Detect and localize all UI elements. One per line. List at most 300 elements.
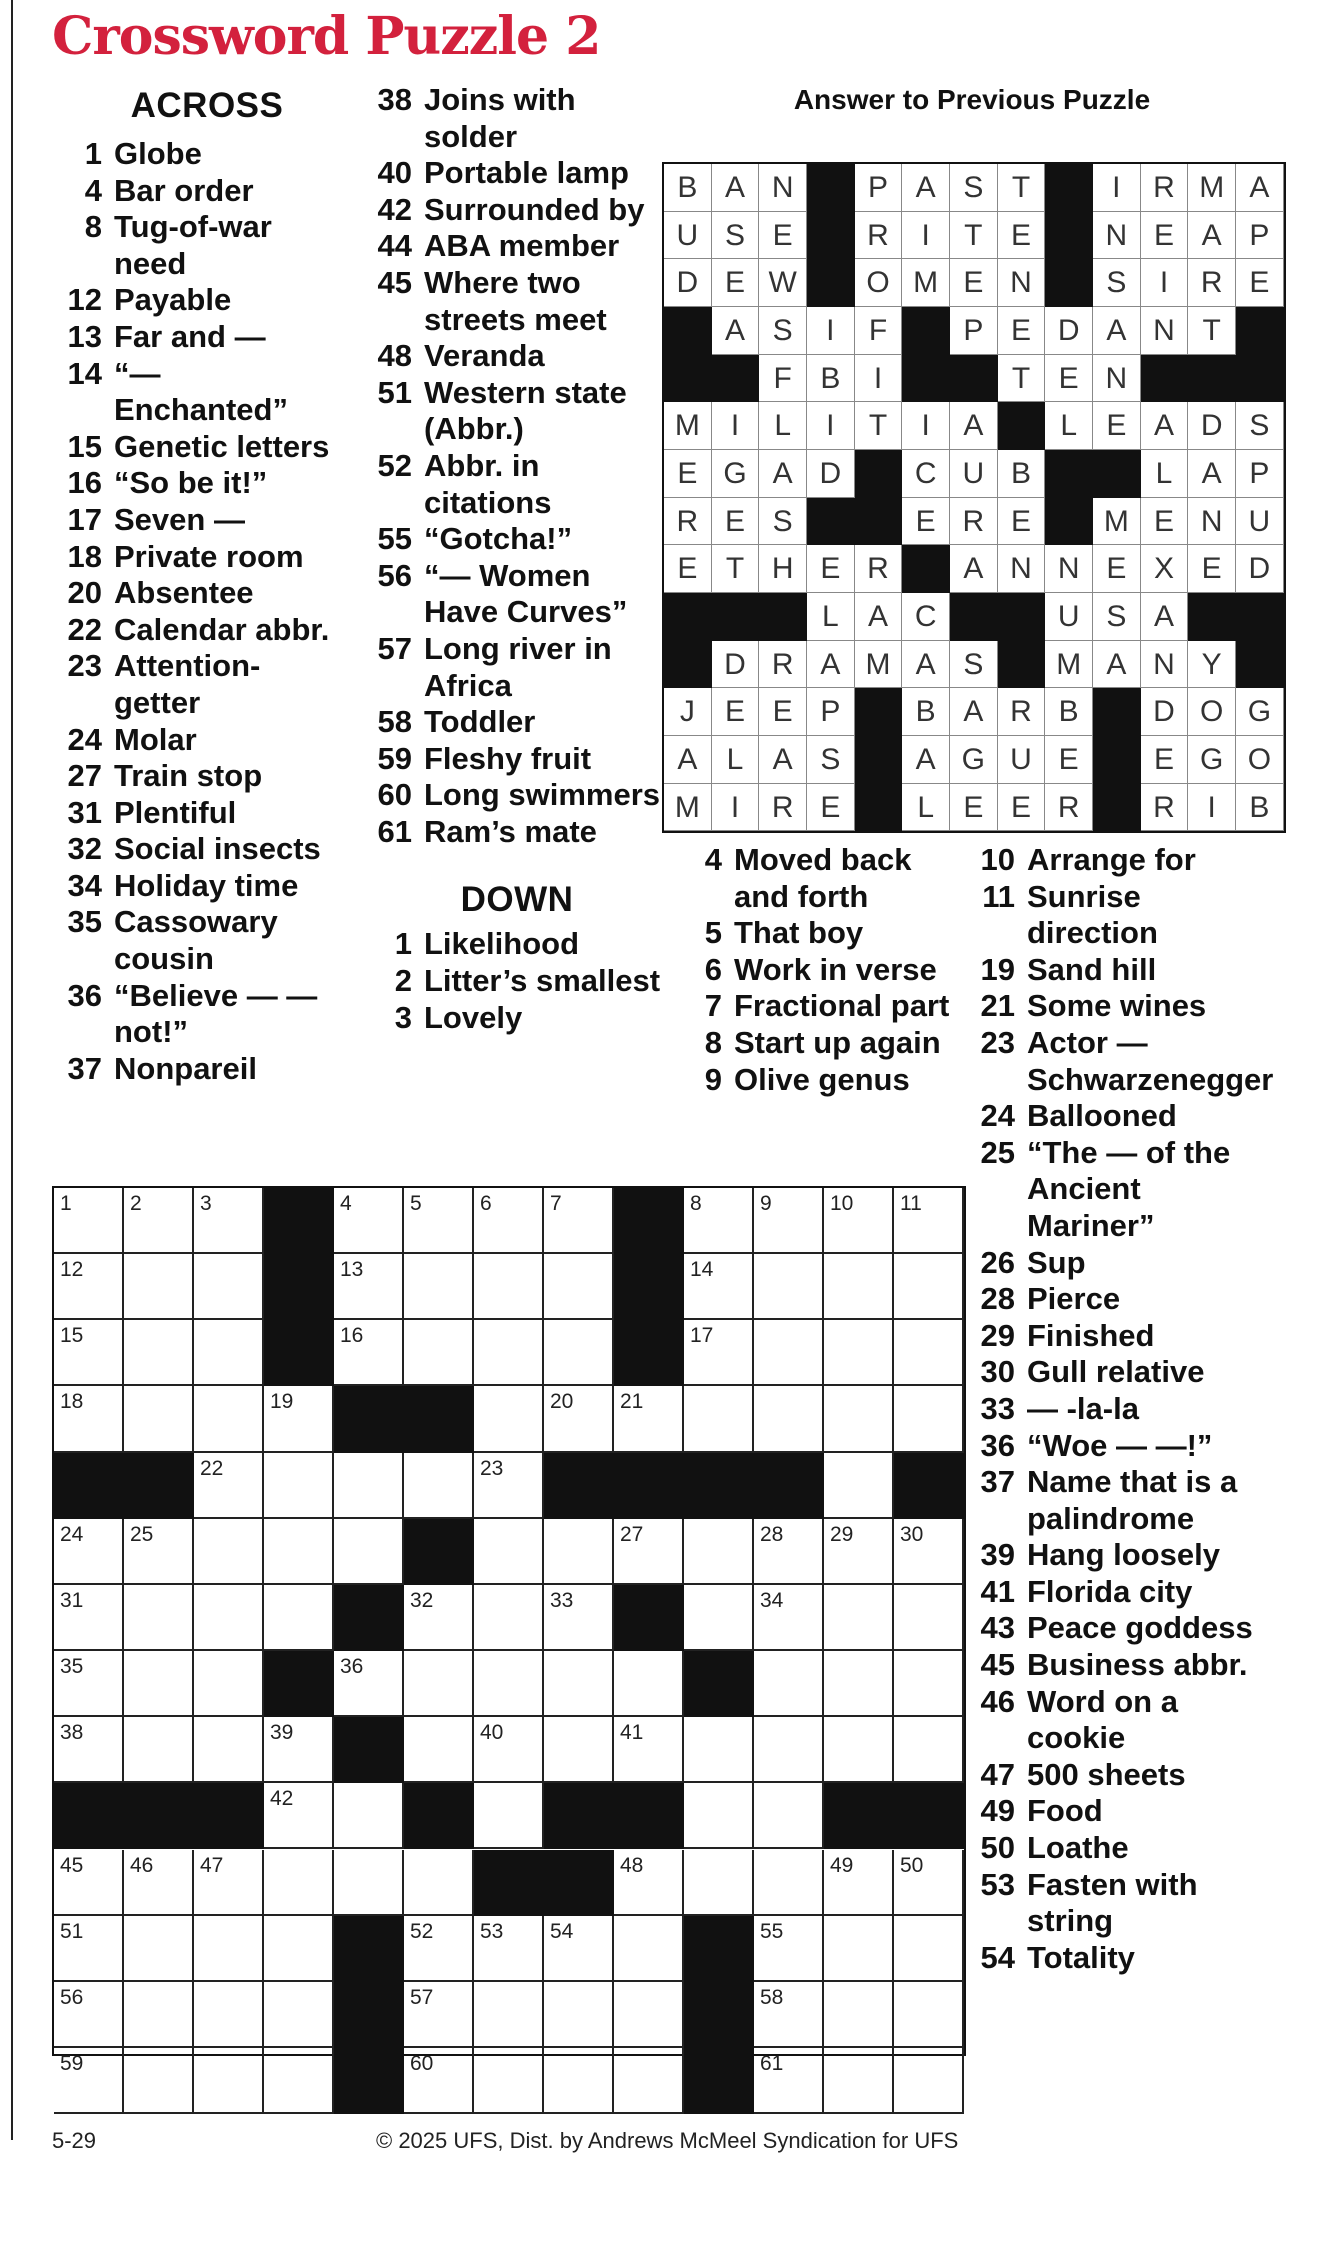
- grid-cell[interactable]: [334, 1320, 404, 1386]
- grid-cell[interactable]: [124, 1254, 194, 1320]
- answer-letter: O: [1188, 688, 1236, 736]
- grid-cell[interactable]: [544, 1519, 614, 1585]
- grid-cell[interactable]: [824, 1188, 894, 1254]
- answer-letter: X: [1141, 545, 1189, 593]
- answer-letter: U: [664, 212, 712, 260]
- cell-number: 32: [410, 1588, 434, 1612]
- grid-cell[interactable]: [894, 1651, 964, 1717]
- across-clue-list: [52, 136, 342, 1087]
- grid-cell[interactable]: [54, 1717, 124, 1783]
- grid-cell[interactable]: [684, 1188, 754, 1254]
- grid-cell[interactable]: [404, 1850, 474, 1916]
- answer-letter: N: [1093, 355, 1141, 403]
- grid-cell[interactable]: [264, 2048, 334, 2114]
- clue-number: 55: [377, 521, 412, 557]
- answer-letter: R: [664, 498, 712, 546]
- grid-cell[interactable]: [894, 1254, 964, 1320]
- clue-number: 41: [980, 1573, 1015, 1609]
- grid-cell[interactable]: [824, 1320, 894, 1386]
- clue-number: 51: [377, 374, 412, 410]
- answer-letter: E: [998, 498, 1046, 546]
- grid-cell[interactable]: [754, 2048, 824, 2114]
- answer-black-square: [1045, 164, 1093, 212]
- grid-cell[interactable]: [124, 1651, 194, 1717]
- grid-cell[interactable]: [544, 1651, 614, 1717]
- grid-cell[interactable]: [124, 1188, 194, 1254]
- answer-letter: I: [712, 402, 760, 450]
- grid-cell[interactable]: [684, 1850, 754, 1916]
- answer-letter: R: [1188, 259, 1236, 307]
- grid-black-square: [614, 1188, 684, 1254]
- grid-cell[interactable]: [124, 1916, 194, 1982]
- grid-cell[interactable]: [54, 2048, 124, 2114]
- cell-number: 53: [480, 1919, 504, 1943]
- grid-cell[interactable]: [404, 1320, 474, 1386]
- answer-letter: E: [807, 545, 855, 593]
- grid-cell[interactable]: [124, 1386, 194, 1452]
- grid-cell[interactable]: [614, 1982, 684, 2048]
- clue-text: Olive genus: [734, 1061, 910, 1097]
- grid-cell[interactable]: [544, 1254, 614, 1320]
- grid-cell[interactable]: [194, 1320, 264, 1386]
- cell-number: 25: [130, 1522, 154, 1546]
- answer-black-square: [1236, 355, 1284, 403]
- grid-black-square: [684, 2048, 754, 2114]
- answer-black-square: [998, 402, 1046, 450]
- answer-letter: A: [902, 164, 950, 212]
- grid-cell[interactable]: [894, 1850, 964, 1916]
- clue-item: [362, 155, 662, 192]
- grid-cell[interactable]: [404, 1651, 474, 1717]
- answer-letter: R: [855, 545, 903, 593]
- grid-cell[interactable]: [194, 1519, 264, 1585]
- answer-letter: E: [759, 212, 807, 260]
- clue-text: Lovely: [424, 999, 523, 1035]
- cell-number: 58: [760, 1985, 784, 2009]
- grid-cell[interactable]: [754, 1651, 824, 1717]
- grid-cell[interactable]: [754, 1717, 824, 1783]
- grid-cell[interactable]: [264, 1386, 334, 1452]
- grid-black-square: [684, 1453, 754, 1519]
- answer-letter: W: [759, 259, 807, 307]
- cell-number: 15: [60, 1324, 84, 1348]
- grid-black-square: [824, 1783, 894, 1849]
- grid-cell[interactable]: [54, 1320, 124, 1386]
- grid-cell[interactable]: [54, 1254, 124, 1320]
- grid-cell[interactable]: [124, 1519, 194, 1585]
- grid-cell[interactable]: [194, 1916, 264, 1982]
- grid-cell[interactable]: [124, 1850, 194, 1916]
- answer-letter: I: [1093, 164, 1141, 212]
- grid-cell[interactable]: [264, 1717, 334, 1783]
- grid-cell[interactable]: [474, 1982, 544, 2048]
- grid-cell[interactable]: [544, 2048, 614, 2114]
- clue-number: 8: [704, 1024, 722, 1060]
- answer-letter: E: [712, 688, 760, 736]
- grid-cell[interactable]: [124, 1585, 194, 1651]
- grid-cell[interactable]: [614, 1651, 684, 1717]
- cell-number: 46: [130, 1853, 154, 1877]
- grid-cell[interactable]: [474, 1916, 544, 1982]
- answer-letter: B: [807, 355, 855, 403]
- grid-cell[interactable]: [544, 1717, 614, 1783]
- grid-cell[interactable]: [124, 1320, 194, 1386]
- answer-letter: I: [902, 402, 950, 450]
- grid-cell[interactable]: [404, 1717, 474, 1783]
- answer-letter: M: [1093, 498, 1141, 546]
- clue-number: 43: [980, 1610, 1015, 1646]
- grid-cell[interactable]: [404, 1585, 474, 1651]
- clue-text: Fleshy fruit: [424, 740, 592, 776]
- answer-letter: F: [759, 355, 807, 403]
- answer-letter: M: [1188, 164, 1236, 212]
- grid-black-square: [894, 1453, 964, 1519]
- clue-text: Private room: [114, 538, 304, 574]
- grid-cell[interactable]: [614, 1717, 684, 1783]
- grid-cell[interactable]: [474, 1453, 544, 1519]
- answer-letter: P: [1236, 450, 1284, 498]
- answer-letter: A: [807, 641, 855, 689]
- grid-cell[interactable]: [894, 2048, 964, 2114]
- grid-cell[interactable]: [404, 1916, 474, 1982]
- clue-item: [965, 1354, 1265, 1391]
- grid-cell[interactable]: [264, 1850, 334, 1916]
- grid-cell[interactable]: [824, 1850, 894, 1916]
- answer-black-square: [664, 307, 712, 355]
- grid-cell[interactable]: [474, 1519, 544, 1585]
- clue-item: [52, 612, 342, 649]
- answer-letter: E: [998, 307, 1046, 355]
- grid-cell[interactable]: [614, 1519, 684, 1585]
- cell-number: 2: [130, 1192, 142, 1215]
- grid-cell[interactable]: [894, 1717, 964, 1783]
- grid-cell[interactable]: [544, 1585, 614, 1651]
- answer-black-square: [855, 784, 903, 832]
- answer-black-square: [712, 355, 760, 403]
- grid-cell[interactable]: [334, 1783, 404, 1849]
- grid-cell[interactable]: [194, 1651, 264, 1717]
- grid-cell[interactable]: [824, 1254, 894, 1320]
- grid-cell[interactable]: [754, 1585, 824, 1651]
- grid-cell[interactable]: [264, 1585, 334, 1651]
- grid-cell[interactable]: [894, 1916, 964, 1982]
- answer-letter: C: [902, 450, 950, 498]
- clue-item: [362, 963, 662, 1000]
- grid-black-square: [404, 1386, 474, 1452]
- answer-letter: N: [1188, 498, 1236, 546]
- across-heading: ACROSS: [130, 86, 284, 125]
- grid-cell[interactable]: [544, 1188, 614, 1254]
- clue-item: [362, 192, 662, 229]
- grid-cell[interactable]: [544, 1916, 614, 1982]
- grid-cell[interactable]: [264, 1453, 334, 1519]
- answer-letter: I: [855, 355, 903, 403]
- answer-letter: U: [950, 450, 998, 498]
- answer-letter: N: [1093, 212, 1141, 260]
- cell-number: 36: [340, 1655, 364, 1679]
- clue-number: 9: [704, 1061, 722, 1097]
- answer-letter: E: [807, 784, 855, 832]
- grid-cell[interactable]: [264, 1982, 334, 2048]
- grid-cell[interactable]: [684, 1320, 754, 1386]
- answer-letter: S: [759, 498, 807, 546]
- grid-cell[interactable]: [404, 1188, 474, 1254]
- answer-black-square: [1093, 450, 1141, 498]
- clue-number: 28: [980, 1281, 1015, 1317]
- grid-cell[interactable]: [684, 1386, 754, 1452]
- cell-number: 50: [900, 1853, 924, 1877]
- clue-item: [965, 1245, 1265, 1282]
- clue-text: Calendar abbr.: [114, 611, 330, 647]
- grid-cell[interactable]: [474, 1320, 544, 1386]
- grid-black-square: [894, 1783, 964, 1849]
- clue-number: 7: [704, 988, 722, 1024]
- clue-item: [362, 82, 662, 155]
- answer-letter: A: [759, 736, 807, 784]
- grid-cell[interactable]: [334, 1453, 404, 1519]
- grid-cell[interactable]: [474, 1188, 544, 1254]
- grid-cell[interactable]: [194, 2048, 264, 2114]
- grid-cell[interactable]: [264, 1783, 334, 1849]
- grid-black-square: [124, 1453, 194, 1519]
- grid-cell[interactable]: [754, 1850, 824, 1916]
- grid-cell[interactable]: [54, 1916, 124, 1982]
- grid-cell[interactable]: [614, 1850, 684, 1916]
- grid-cell[interactable]: [684, 1717, 754, 1783]
- grid-cell[interactable]: [614, 2048, 684, 2114]
- grid-cell[interactable]: [614, 1916, 684, 1982]
- answer-letter: E: [1141, 212, 1189, 260]
- clue-text: Nonpareil: [114, 1050, 257, 1086]
- grid-black-square: [334, 1386, 404, 1452]
- grid-cell[interactable]: [194, 1386, 264, 1452]
- answer-letter: A: [1141, 402, 1189, 450]
- clue-number: 4: [704, 842, 722, 877]
- cell-number: 14: [690, 1258, 714, 1282]
- grid-cell[interactable]: [404, 1254, 474, 1320]
- answer-letter: C: [902, 593, 950, 641]
- clue-number: 61: [377, 813, 412, 849]
- answer-black-square: [902, 307, 950, 355]
- grid-cell[interactable]: [194, 1188, 264, 1254]
- grid-cell[interactable]: [754, 1916, 824, 1982]
- grid-cell[interactable]: [474, 1717, 544, 1783]
- grid-cell[interactable]: [894, 1386, 964, 1452]
- grid-cell[interactable]: [684, 1254, 754, 1320]
- grid-cell[interactable]: [404, 2048, 474, 2114]
- grid-cell[interactable]: [894, 1519, 964, 1585]
- clue-number: 36: [980, 1427, 1015, 1463]
- grid-cell[interactable]: [194, 1453, 264, 1519]
- answer-letter: D: [712, 641, 760, 689]
- answer-black-square: [1045, 259, 1093, 307]
- clue-number: 14: [67, 355, 102, 391]
- grid-black-square: [544, 1453, 614, 1519]
- grid-cell[interactable]: [124, 1717, 194, 1783]
- answer-letter: L: [759, 402, 807, 450]
- answer-black-square: [807, 259, 855, 307]
- grid-cell[interactable]: [474, 2048, 544, 2114]
- grid-cell[interactable]: [334, 1850, 404, 1916]
- grid-cell[interactable]: [544, 1320, 614, 1386]
- grid-cell[interactable]: [54, 1519, 124, 1585]
- clue-number: 57: [377, 630, 412, 666]
- grid-cell[interactable]: [894, 1585, 964, 1651]
- clue-number: 47: [980, 1756, 1015, 1792]
- grid-cell[interactable]: [754, 1783, 824, 1849]
- cell-number: 24: [60, 1522, 84, 1546]
- grid-cell[interactable]: [544, 1982, 614, 2048]
- clue-text: Far and —: [114, 318, 266, 354]
- clue-text: Social insects: [114, 831, 321, 867]
- clue-item: [362, 704, 662, 741]
- grid-cell[interactable]: [824, 1585, 894, 1651]
- grid-cell[interactable]: [614, 1386, 684, 1452]
- cell-number: 61: [760, 2051, 784, 2075]
- cell-number: 47: [200, 1853, 224, 1877]
- answer-black-square: [855, 450, 903, 498]
- clue-text: 500 sheets: [1027, 1756, 1186, 1792]
- grid-cell[interactable]: [754, 1320, 824, 1386]
- grid-cell[interactable]: [754, 1519, 824, 1585]
- grid-cell[interactable]: [894, 1320, 964, 1386]
- clue-text: “Gotcha!”: [424, 521, 573, 557]
- cell-number: 51: [60, 1919, 84, 1943]
- clue-item: [965, 1135, 1265, 1245]
- clue-text: Litter’s smallest: [424, 963, 661, 999]
- grid-cell[interactable]: [474, 1651, 544, 1717]
- grid-cell[interactable]: [894, 1188, 964, 1254]
- grid-cell[interactable]: [824, 1982, 894, 2048]
- clue-item: [52, 575, 342, 612]
- answer-letter: A: [950, 688, 998, 736]
- clue-text: Sand hill: [1027, 951, 1157, 987]
- grid-cell[interactable]: [54, 1386, 124, 1452]
- grid-cell[interactable]: [334, 1651, 404, 1717]
- answer-black-square: [902, 355, 950, 403]
- answer-letter: A: [1188, 450, 1236, 498]
- grid-cell[interactable]: [54, 1850, 124, 1916]
- grid-cell[interactable]: [404, 1982, 474, 2048]
- grid-cell[interactable]: [334, 1519, 404, 1585]
- answer-letter: E: [1236, 259, 1284, 307]
- answer-letter: S: [950, 164, 998, 212]
- grid-cell[interactable]: [194, 1850, 264, 1916]
- answer-letter: M: [664, 402, 712, 450]
- grid-cell[interactable]: [124, 1982, 194, 2048]
- grid-cell[interactable]: [54, 1982, 124, 2048]
- answer-letter: D: [1236, 545, 1284, 593]
- grid-cell[interactable]: [754, 1386, 824, 1452]
- answer-letter: D: [664, 259, 712, 307]
- answer-letter: L: [902, 784, 950, 832]
- clue-number: 15: [67, 428, 102, 464]
- grid-cell[interactable]: [194, 1982, 264, 2048]
- grid-cell[interactable]: [824, 1386, 894, 1452]
- grid-cell[interactable]: [824, 1916, 894, 1982]
- grid-cell[interactable]: [754, 1982, 824, 2048]
- clue-item: [52, 502, 342, 539]
- grid-cell[interactable]: [404, 1453, 474, 1519]
- clue-item: [965, 1684, 1265, 1757]
- clue-item: [362, 448, 662, 521]
- answer-letter: N: [1045, 545, 1093, 593]
- grid-cell[interactable]: [754, 1188, 824, 1254]
- grid-cell[interactable]: [194, 1717, 264, 1783]
- grid-cell[interactable]: [194, 1254, 264, 1320]
- grid-black-square: [124, 1783, 194, 1849]
- answer-letter: O: [855, 259, 903, 307]
- clue-item: [672, 952, 962, 989]
- grid-cell[interactable]: [544, 1386, 614, 1452]
- clue-number: 53: [980, 1866, 1015, 1902]
- answer-black-square: [1045, 498, 1093, 546]
- cell-number: 34: [760, 1588, 784, 1612]
- clue-text: Abbr. in citations: [424, 447, 552, 520]
- cell-number: 41: [620, 1721, 644, 1745]
- answer-letter: E: [1188, 545, 1236, 593]
- grid-cell[interactable]: [684, 1585, 754, 1651]
- clue-item: [965, 1098, 1265, 1135]
- answer-letter: S: [807, 736, 855, 784]
- grid-cell[interactable]: [754, 1254, 824, 1320]
- across-column-2: [362, 82, 662, 1036]
- answer-black-square: [664, 641, 712, 689]
- answer-black-square: [664, 355, 712, 403]
- grid-cell[interactable]: [54, 1188, 124, 1254]
- grid-cell[interactable]: [264, 1519, 334, 1585]
- clue-item: [672, 915, 962, 952]
- down-column-3: [672, 842, 962, 1098]
- clue-item: [52, 465, 342, 502]
- grid-cell[interactable]: [264, 1916, 334, 1982]
- cell-number: 27: [620, 1522, 644, 1546]
- grid-cell[interactable]: [334, 1254, 404, 1320]
- cell-number: 18: [60, 1390, 84, 1414]
- clue-number: 17: [67, 501, 102, 537]
- grid-cell[interactable]: [684, 1783, 754, 1849]
- grid-black-square: [264, 1254, 334, 1320]
- grid-cell[interactable]: [824, 1651, 894, 1717]
- answer-letter: A: [1236, 164, 1284, 212]
- grid-cell[interactable]: [474, 1386, 544, 1452]
- clue-number: 20: [67, 575, 102, 611]
- grid-cell[interactable]: [824, 1453, 894, 1519]
- clue-item: [672, 1062, 962, 1099]
- clue-text: Sunrise direction: [1027, 878, 1158, 951]
- grid-cell[interactable]: [824, 2048, 894, 2114]
- answer-letter: T: [712, 545, 760, 593]
- grid-cell[interactable]: [474, 1783, 544, 1849]
- grid-cell[interactable]: [894, 1982, 964, 2048]
- clue-item: [52, 1051, 342, 1088]
- grid-cell[interactable]: [54, 1651, 124, 1717]
- answer-letter: A: [1093, 307, 1141, 355]
- grid-cell[interactable]: [124, 2048, 194, 2114]
- grid-cell[interactable]: [824, 1519, 894, 1585]
- cell-number: 16: [340, 1324, 364, 1348]
- grid-cell[interactable]: [334, 1188, 404, 1254]
- grid-cell[interactable]: [54, 1585, 124, 1651]
- grid-cell[interactable]: [684, 1519, 754, 1585]
- grid-cell[interactable]: [474, 1254, 544, 1320]
- grid-cell[interactable]: [194, 1585, 264, 1651]
- grid-cell[interactable]: [824, 1717, 894, 1783]
- clue-text: Fractional part: [734, 988, 950, 1024]
- clue-item: [965, 1391, 1265, 1428]
- clue-item: [52, 319, 342, 356]
- grid-cell[interactable]: [474, 1585, 544, 1651]
